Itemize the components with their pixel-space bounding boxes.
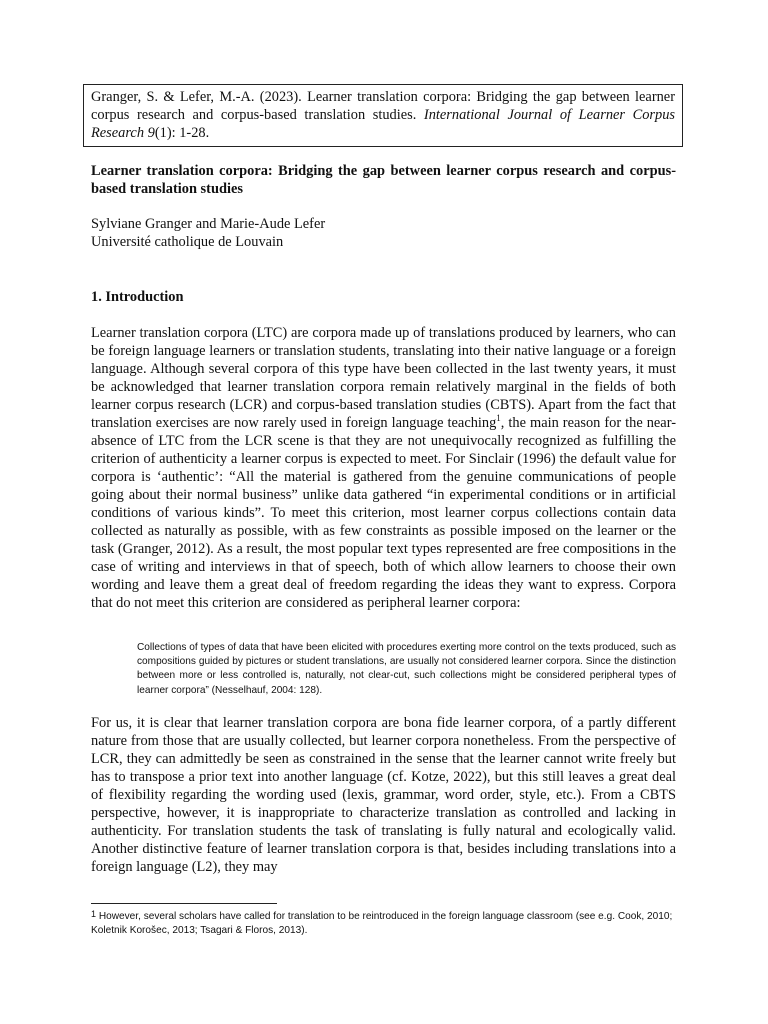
footnote-number: 1 [91,909,97,919]
paragraph-2: For us, it is clear that learner translation corpora are bona fide learner corpora, of a partly different nature from those that are usually collected, but learner corpora nonetheless. From the perspective of LCR, they can admittedly be seen as constrained in the sense that the learner cannot write freely but has to transpose a prior text into another language (cf. Kotze, 2022), but this still leaves a great deal of flexibility regarding the wording used (lexis, grammar, word order, style, etc.). From a CBTS perspective, however, it is inappropriate to characterize translation as controlled and lacking in authenticity. For translation students the task of translating is fully natural and ecologically valid. Another distinctive feature of learner translation corpora is that, besides including translations into a foreign language (L2), they may [91,715,676,875]
footnote-text: However, several scholars have called for translation to be reintroduced in the foreign language classroom (see e.g. Cook, 2010; Koletnik Korošec, 2013; Tsagari & Floros, 2013). [91,911,673,937]
author-affiliation: Université catholique de Louvain [91,234,284,250]
section-heading: 1. Introduction [91,289,184,305]
journal-volume: 9 [147,125,155,141]
footnote-reference[interactable]: 1 [496,413,501,424]
paper-title: Learner translation corpora: Bridging the gap between learner corpus research and corpus-based translation studies [91,163,676,197]
citation-issue-pages: (1): 1-28. [154,125,210,141]
paragraph-1 [91,324,676,612]
paragraph-1-part-a: Learner translation corpora (LTC) are corpora made up of translations produced by learners, who can be foreign language learners or translation students, translating into their native language or a foreign language. Although several corpora of this type have been collected in the last twenty years, it must be acknowledged that learner translation corpora remain relatively marginal in the fields of both learner corpus research (LCR) and corpus-based translation studies (CBTS). Apart from the fact that translation exercises are now rarely used in foreign language teaching [91,325,676,431]
footnote-divider [91,903,277,904]
citation-text: Granger, S. & Lefer, M.-A. (2023). Learner translation corpora: Bridging the gap between learner corpus research and corpus-based translation studies. [91,89,675,123]
paragraph-1-part-b: , the main reason for the near-absence of LTC from the LCR scene is that they are not unequivocally recognized as fulfilling the criterion of authenticity a learner corpus is expected to meet. For Sinclair (1996) the default value for corpora is ‘authentic’: “All the material is gathered from the genuine communications of people going about their normal business” unlike data gathered “in experimental conditions or in artificial conditions of various kinds”. To meet this criterion, most learner corpus collections contain data collected as naturally as possible, with as few constraints as possible imposed on the learner or the task (Granger, 2012). As a result, the most popular text types represented are free compositions in the case of writing and interviews in that of speech, both of which allow learners to choose their own wording and leave them a great deal of freedom regarding the ideas they want to express. Corpora that do not meet this criterion are considered as peripheral learner corpora: [91,415,676,611]
journal-name: International Journal of Learner Corpus Research [91,107,675,141]
footnote [91,907,676,938]
author-block [91,215,325,251]
block-quote: Collections of types of data that have been elicited with procedures exerting more control on the texts produced, such as compositions guided by pictures or student translations, are usually not considered learner corpora. Since the distinction between more or less controlled is, naturally, not clear-cut, such collections might be considered peripheral types of learner corpora” (Nesselhauf, 2004: 128). [137,642,676,696]
author-names: Sylviane Granger and Marie-Aude Lefer [91,216,326,232]
citation-box [83,84,683,147]
